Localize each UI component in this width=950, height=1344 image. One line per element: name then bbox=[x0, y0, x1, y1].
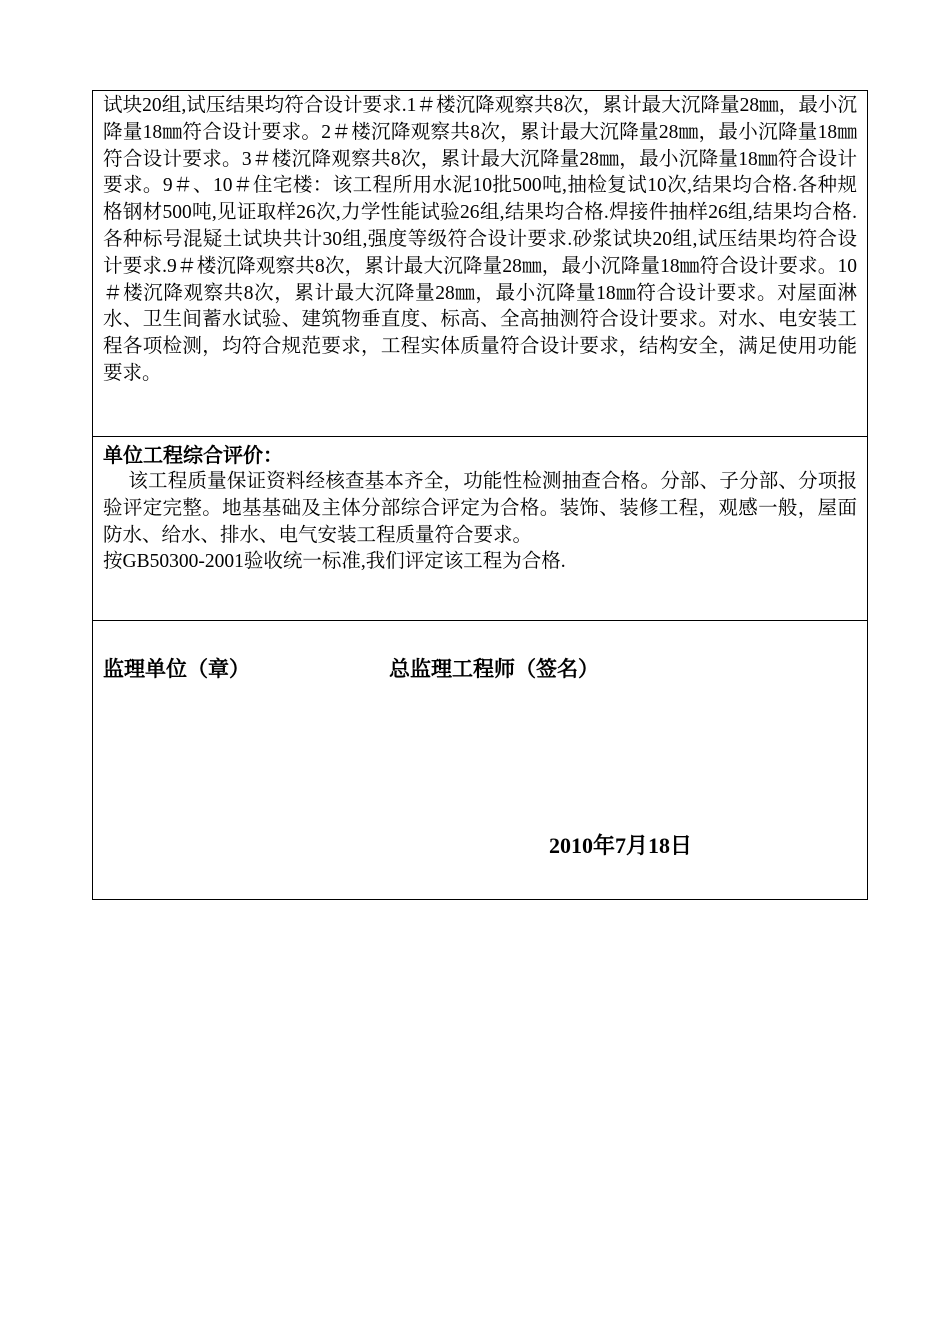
evaluation-title: 单位工程综合评价： bbox=[103, 443, 283, 467]
test-results-cell bbox=[93, 91, 867, 437]
supervision-unit-label: 监理单位（章） bbox=[103, 657, 250, 681]
chief-engineer-label: 总监理工程师（签名） bbox=[389, 657, 599, 681]
evaluation-conclusion: 按GB50300-2001验收统一标准,我们评定该工程为合格. bbox=[103, 551, 566, 573]
evaluation-cell bbox=[93, 437, 867, 621]
signature-date: 2010年7月18日 bbox=[549, 833, 693, 858]
inspection-table bbox=[92, 90, 868, 900]
test-results-text: 试块20组,试压结果均符合设计要求.1＃楼沉降观察共8次，累计最大沉降量28㎜，最小沉降量18㎜符合设计要求。2＃楼沉降观察共8次，累计最大沉降量28㎜，最小沉降量18㎜符合设计要求。3＃楼沉降观察共8次，累计最大沉降量28㎜，最小沉降量18㎜符合设计要求。9＃、10＃住宅楼：该工程所用水泥10批500吨,抽检复试10次,结果均合格.各种规格钢材500吨,见证取样26次,力学性能试验26组,结果均合格.焊接件抽样26组,结果均合格.各种标号混疑土试块共计30组,强度等级符合设计要求.砂浆试块20组,试压结果均符合设计要求.9＃楼沉降观察共8次，累计最大沉降量28㎜，最小沉降量18㎜符合设计要求。10＃楼沉降观察共8次，累计最大沉降量28㎜，最小沉降量18㎜符合设计要求。对屋面淋水、卫生间蓄水试验、建筑物垂直度、标高、全高抽测符合设计要求。对水、电安装工程各项检测，均符合规范要求，工程实体质量符合设计要求，结构安全，满足使用功能要求。 bbox=[103, 95, 857, 384]
evaluation-paragraph: 该工程质量保证资料经核查基本齐全，功能性检测抽查合格。分部、子分部、分项报验评定完整。地基基础及主体分部综合评定为合格。装饰、装修工程，观感一般，屋面防水、给水、排水、电气安装工程质量符合要求。 bbox=[103, 471, 857, 546]
signature-cell bbox=[93, 621, 867, 899]
